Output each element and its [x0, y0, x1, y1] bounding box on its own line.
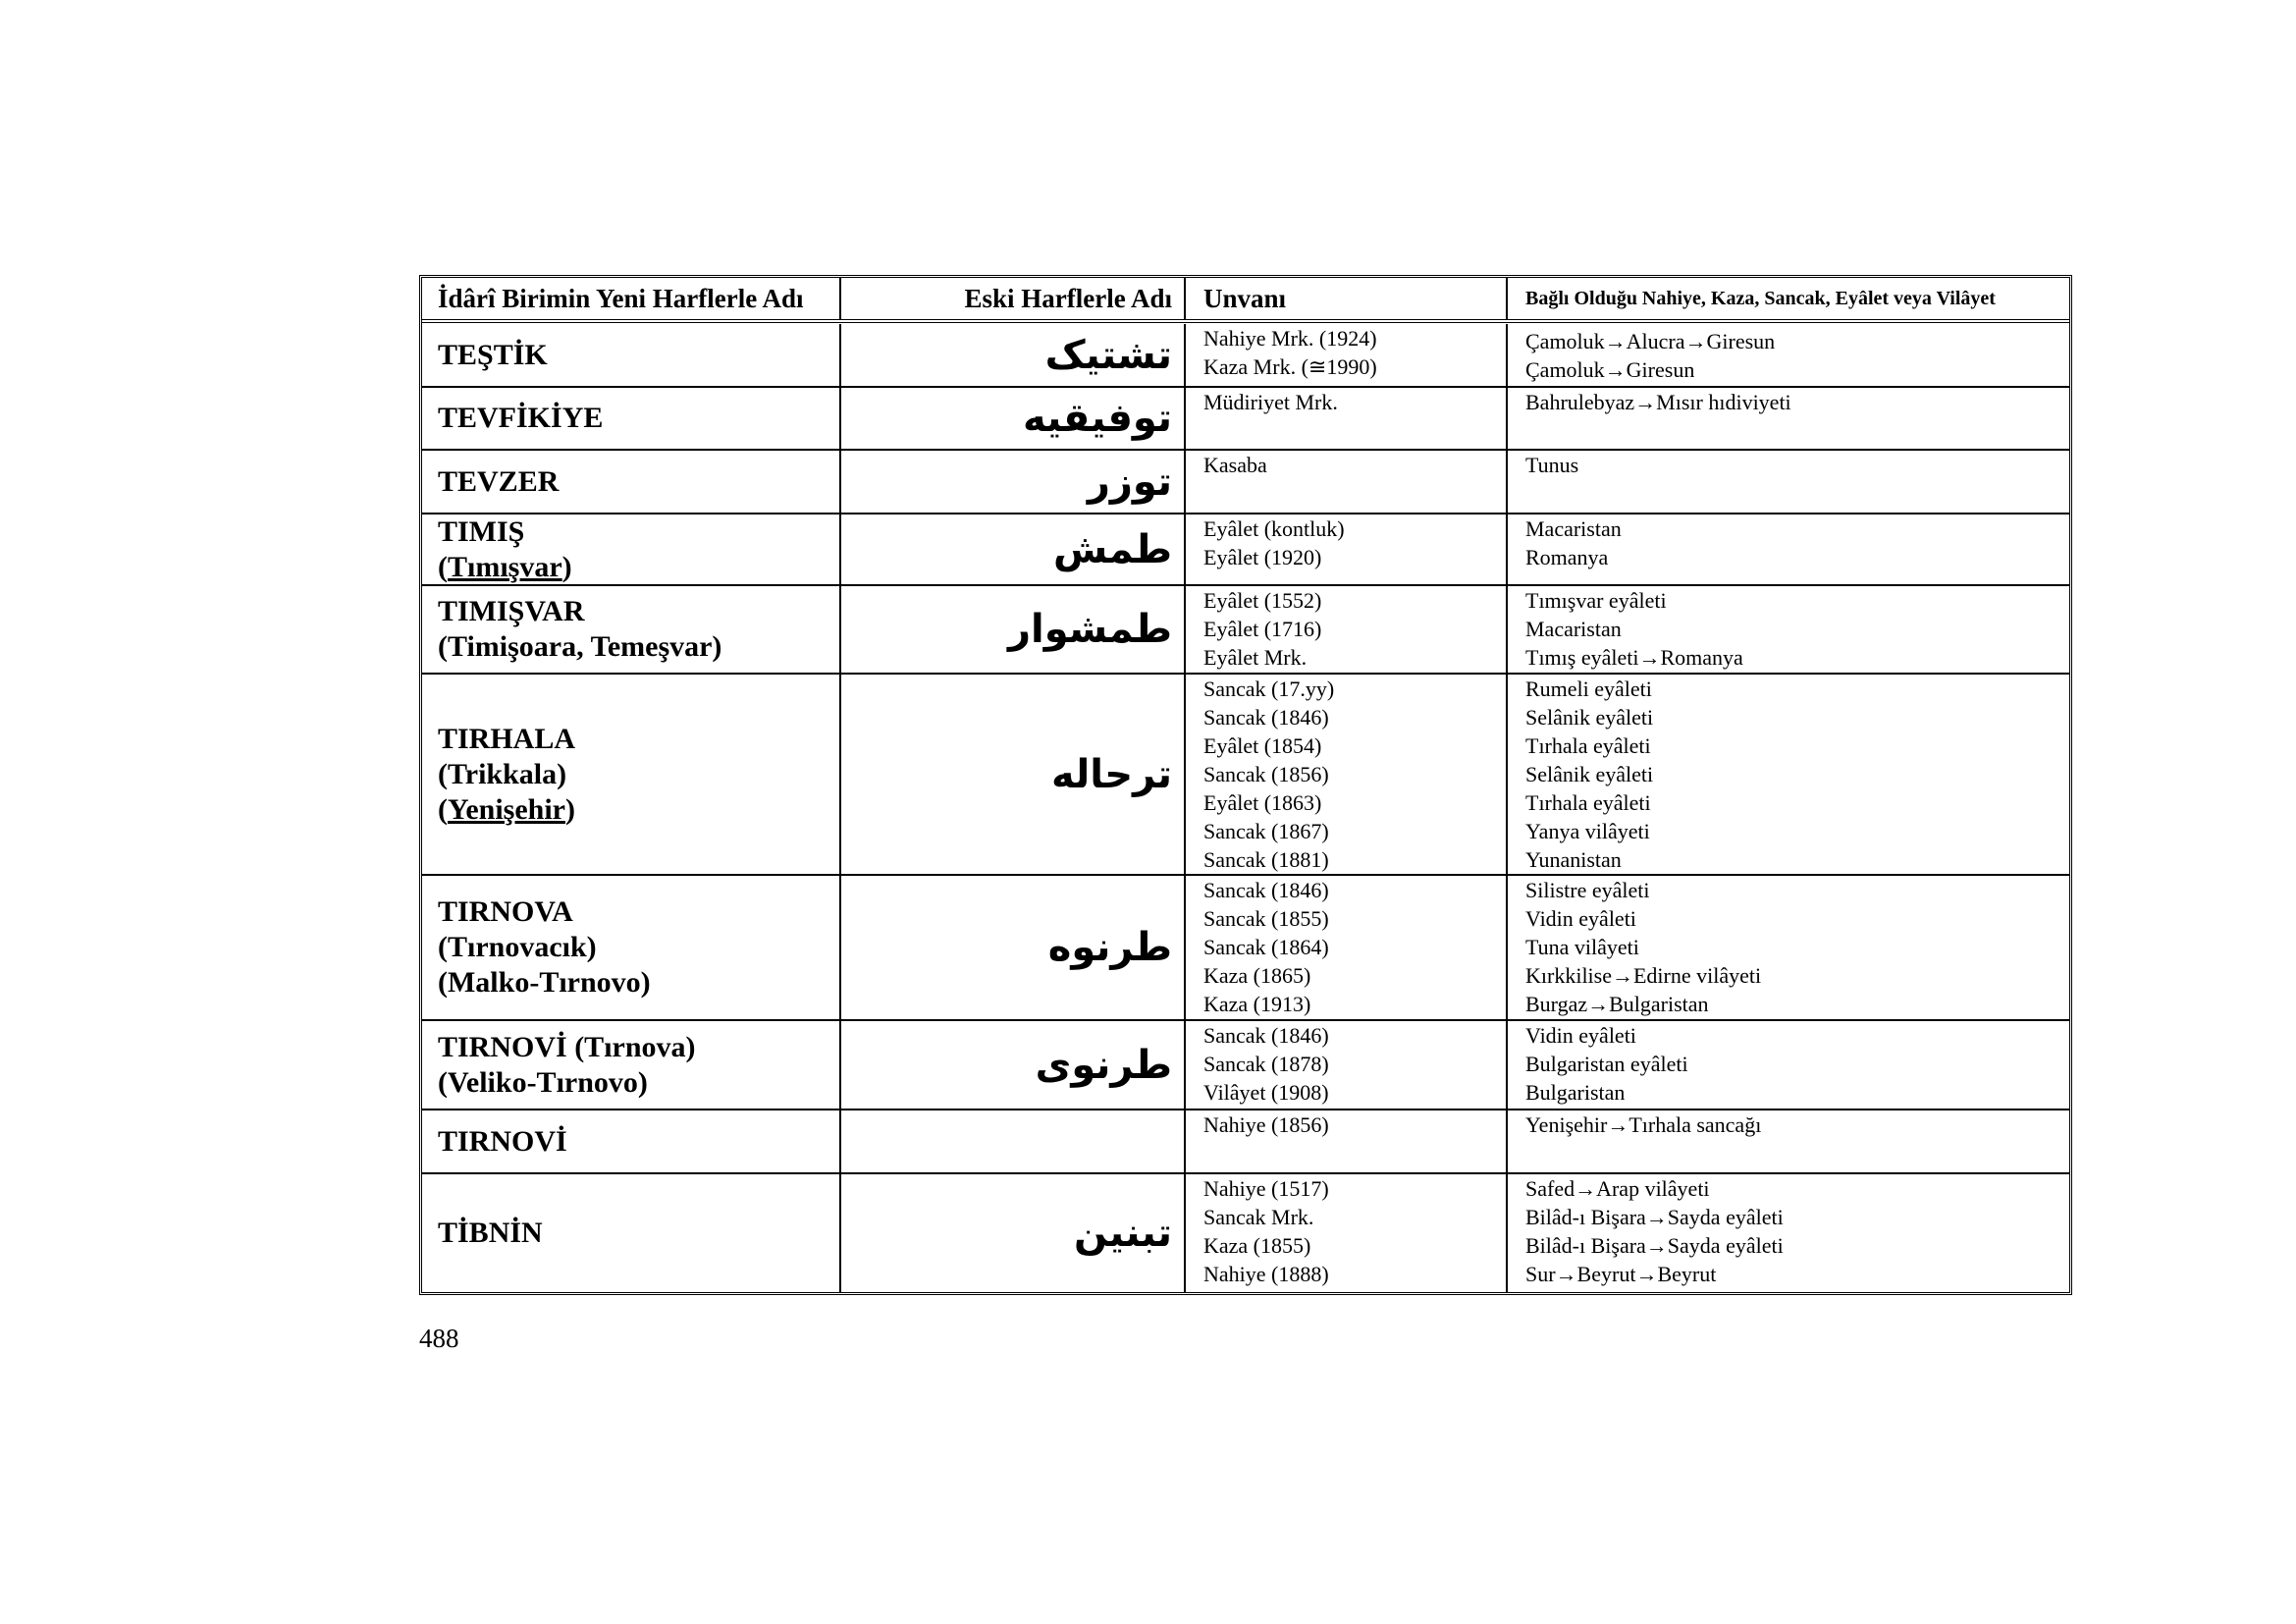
new-name-cell — [424, 586, 841, 673]
parent-line: Selânik eyâleti — [1525, 762, 1654, 786]
old-name-cell — [843, 1110, 1186, 1172]
old-name-cell — [843, 1021, 1186, 1109]
parent-line: Selânik eyâleti — [1525, 705, 1654, 730]
title-line: Nahiye (1517) — [1203, 1176, 1329, 1201]
parent-cell — [1510, 451, 2067, 513]
new-name-cell — [424, 514, 841, 584]
alt-name: (Yenişehir) — [438, 792, 575, 826]
table-row — [424, 324, 2067, 386]
table-row — [424, 451, 2067, 513]
title-line: Sancak (1867) — [1203, 819, 1329, 843]
parent-line: Safed→Arap vilâyeti — [1525, 1176, 1710, 1201]
alt-name: (Trikkala) — [438, 757, 567, 790]
arabic-name: طمش — [1052, 526, 1172, 572]
new-name: TEVZER — [438, 464, 560, 498]
parent-line: Bulgaristan — [1525, 1080, 1626, 1105]
parent-line: Tımışvar eyâleti — [1525, 588, 1667, 613]
table-row — [424, 675, 2067, 874]
title-line: Sancak (1846) — [1203, 878, 1329, 902]
title-line: Sancak (1846) — [1203, 705, 1329, 730]
parent-line: Tunus — [1525, 453, 1579, 477]
title-cell — [1188, 675, 1508, 874]
title-line: Eyâlet (1854) — [1203, 733, 1322, 758]
title-cell — [1188, 876, 1508, 1019]
table-row — [424, 1174, 2067, 1292]
table-row — [424, 388, 2067, 449]
old-name-cell — [843, 1174, 1186, 1292]
parent-line: Tuna vilâyeti — [1525, 935, 1639, 959]
new-name: TIRNOVA — [438, 895, 573, 928]
parent-cell — [1510, 1110, 2067, 1172]
parent-cell — [1510, 586, 2067, 673]
gazetteer-table — [419, 275, 2072, 1295]
parent-line: Yenişehir→Tırhala sancağı — [1525, 1112, 1762, 1137]
old-name-cell — [843, 324, 1186, 386]
title-line: Sancak (1856) — [1203, 762, 1329, 786]
title-line: Kaza (1855) — [1203, 1233, 1311, 1258]
new-name: TIRNOVİ — [438, 1124, 567, 1158]
table-row — [424, 1021, 2067, 1109]
header-new-name: İdârî Birimin Yeni Harflerle Adı — [424, 278, 841, 319]
table-row — [424, 1110, 2067, 1172]
arabic-name: طمشوار — [1007, 607, 1172, 652]
title-line: Kaza (1913) — [1203, 992, 1311, 1016]
parent-line: Sur→Beyrut→Beyrut — [1525, 1262, 1717, 1286]
new-name: TEVFİKİYE — [438, 402, 604, 434]
new-name: TEŞTİK — [438, 338, 548, 371]
arabic-name: تبنين — [1074, 1211, 1172, 1256]
old-name-cell — [843, 514, 1186, 584]
title-cell — [1188, 1021, 1508, 1109]
parent-cell — [1510, 324, 2067, 386]
new-name: TİBNİN — [438, 1217, 543, 1249]
title-cell — [1188, 1110, 1508, 1172]
arabic-name: تشتيک — [1044, 332, 1172, 378]
parent-cell — [1510, 514, 2067, 584]
parent-cell — [1510, 388, 2067, 449]
old-name-cell — [843, 586, 1186, 673]
table-row — [424, 514, 2067, 584]
title-cell — [1188, 514, 1508, 584]
parent-line: Burgaz→Bulgaristan — [1525, 992, 1709, 1016]
alt-name: (Veliko-Tırnovo) — [438, 1065, 648, 1099]
title-line: Sancak (1881) — [1203, 847, 1329, 872]
table-row — [424, 586, 2067, 673]
parent-line: Tırhala eyâleti — [1525, 733, 1651, 758]
title-line: Kaza (1865) — [1203, 963, 1311, 988]
title-line: Eyâlet (1920) — [1203, 545, 1322, 569]
title-line: Kaza Mrk. (≅1990) — [1203, 354, 1377, 379]
title-line: Nahiye (1856) — [1203, 1112, 1329, 1137]
new-name-cell — [424, 451, 841, 513]
arabic-name: ترحاله — [1050, 751, 1172, 797]
parent-line: Rumeli eyâleti — [1525, 677, 1652, 701]
title-cell — [1188, 586, 1508, 673]
title-line: Nahiye Mrk. (1924) — [1203, 326, 1377, 351]
header-old-name: Eski Harflerle Adı — [843, 278, 1186, 319]
parent-cell — [1510, 1174, 2067, 1292]
title-line: Sancak (1846) — [1203, 1023, 1329, 1048]
new-name: TIMIŞVAR — [438, 595, 585, 627]
arabic-name: توزر — [1087, 459, 1172, 505]
parent-line: Bahrulebyaz→Mısır hıdiviyeti — [1525, 390, 1791, 414]
parent-line: Çamoluk→Alucra→Giresun — [1525, 329, 1776, 353]
parent-line: Tırhala eyâleti — [1525, 790, 1651, 815]
table-header-row — [424, 278, 2067, 319]
old-name-cell — [843, 876, 1186, 1019]
old-name-cell — [843, 388, 1186, 449]
title-line: Kasaba — [1203, 453, 1267, 477]
alt-name: (Malko-Tırnovo) — [438, 966, 651, 999]
title-line: Sancak (1855) — [1203, 906, 1329, 931]
arabic-name: توفيقيه — [1023, 396, 1172, 441]
title-cell — [1188, 388, 1508, 449]
arabic-name: طرنوه — [1047, 925, 1172, 970]
title-line: Sancak (1864) — [1203, 935, 1329, 959]
new-name-cell — [424, 1110, 841, 1172]
parent-line: Vidin eyâleti — [1525, 1023, 1636, 1048]
parent-cell — [1510, 675, 2067, 874]
arabic-name: طرنوی — [1035, 1042, 1172, 1088]
new-name: TIMIŞ — [438, 514, 525, 548]
new-name: TIRHALA — [438, 722, 576, 755]
title-cell — [1188, 324, 1508, 386]
title-line: Eyâlet (1863) — [1203, 790, 1322, 815]
title-line: Eyâlet (1552) — [1203, 588, 1322, 613]
alt-name: (Timişoara, Temeşvar) — [438, 630, 722, 663]
parent-cell — [1510, 1021, 2067, 1109]
header-title: Unvanı — [1188, 278, 1508, 319]
title-line: Müdiriyet Mrk. — [1203, 390, 1338, 414]
parent-line: Çamoluk→Giresun — [1525, 357, 1695, 382]
parent-line: Bulgaristan eyâleti — [1525, 1052, 1688, 1076]
parent-line: Kırkkilise→Edirne vilâyeti — [1525, 963, 1762, 988]
new-name: TIRNOVİ (Tırnova) — [438, 1030, 696, 1063]
parent-line: Bilâd-ı Bişara→Sayda eyâleti — [1525, 1233, 1784, 1258]
new-name-cell — [424, 675, 841, 874]
title-line: Sancak Mrk. — [1203, 1205, 1314, 1229]
new-name-cell — [424, 388, 841, 449]
new-name-cell — [424, 876, 841, 1019]
new-name-cell — [424, 1174, 841, 1292]
title-line: Sancak (17.yy) — [1203, 677, 1335, 701]
new-name-cell — [424, 324, 841, 386]
title-line: Eyâlet (kontluk) — [1203, 516, 1345, 541]
title-cell — [1188, 451, 1508, 513]
new-name-cell — [424, 1021, 841, 1109]
parent-line: Bilâd-ı Bişara→Sayda eyâleti — [1525, 1205, 1784, 1229]
parent-line: Yunanistan — [1525, 847, 1622, 872]
parent-line: Macaristan — [1525, 617, 1622, 641]
title-line: Sancak (1878) — [1203, 1052, 1329, 1076]
table-row — [424, 876, 2067, 1019]
parent-line: Macaristan — [1525, 516, 1622, 541]
old-name-cell — [843, 451, 1186, 513]
parent-line: Yanya vilâyeti — [1525, 819, 1650, 843]
title-line: Nahiye (1888) — [1203, 1262, 1329, 1286]
title-line: Vilâyet (1908) — [1203, 1080, 1329, 1105]
parent-line: Vidin eyâleti — [1525, 906, 1636, 931]
page-number: 488 — [419, 1324, 459, 1353]
title-line: Eyâlet Mrk. — [1203, 645, 1308, 670]
title-cell — [1188, 1174, 1508, 1292]
alt-name: (Tımışvar) — [438, 550, 572, 583]
parent-line: Romanya — [1525, 545, 1609, 569]
parent-cell — [1510, 876, 2067, 1019]
title-line: Eyâlet (1716) — [1203, 617, 1322, 641]
old-name-cell — [843, 675, 1186, 874]
alt-name: (Tırnovacık) — [438, 931, 597, 963]
parent-line: Silistre eyâleti — [1525, 878, 1650, 902]
header-parent: Bağlı Olduğu Nahiye, Kaza, Sancak, Eyâlet veya Vilâyet — [1525, 287, 1996, 309]
parent-line: Tımış eyâleti→Romanya — [1525, 645, 1743, 670]
